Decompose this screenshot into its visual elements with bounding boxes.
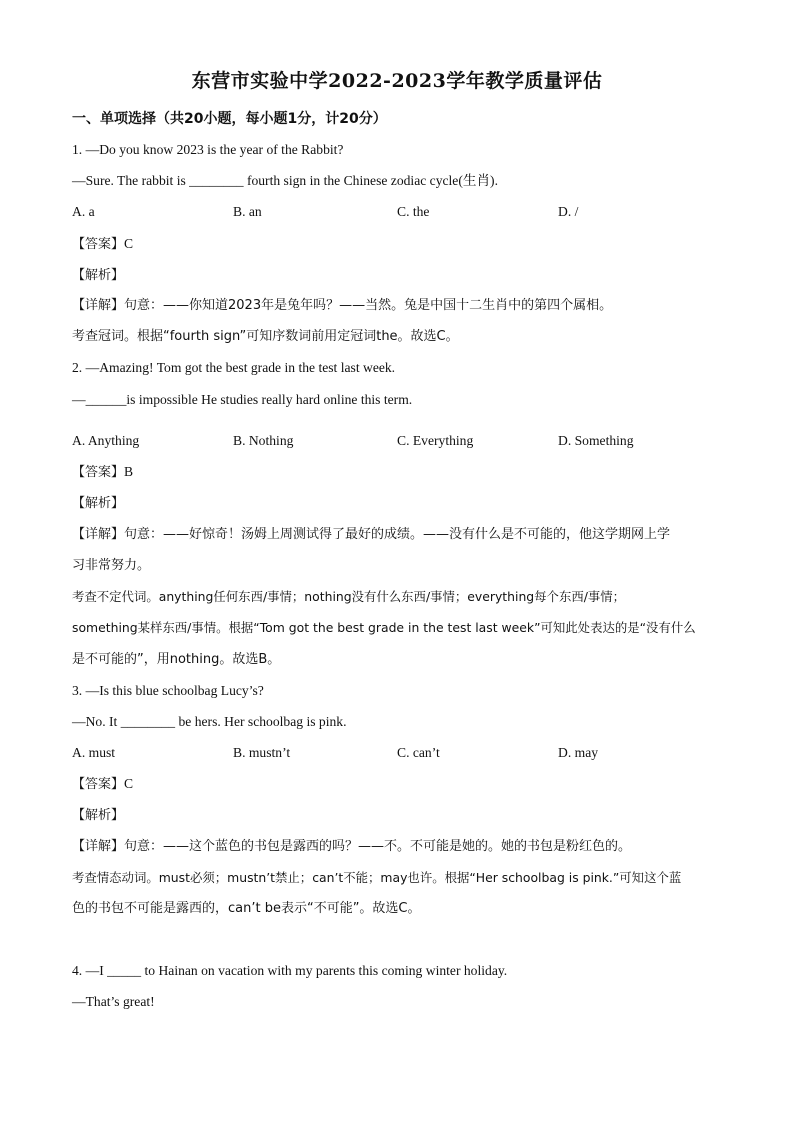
q1-option-d: D. / xyxy=(558,204,579,219)
q1-answer-row xyxy=(72,235,133,254)
q2-option-c: C. Everything xyxy=(397,433,474,448)
q2-explain-3: 是不可能的”，用nothing。故选B。 xyxy=(72,652,281,667)
q3-answer: C xyxy=(124,776,134,791)
analysis-label: 【解析】 xyxy=(72,496,125,511)
q3-response: —No. It ________ be hers. Her schoolbag is pink. xyxy=(72,714,347,729)
q3-option-d: D. may xyxy=(558,745,599,760)
q2-analysis-label xyxy=(72,494,124,513)
q3-option-a: A. must xyxy=(72,745,116,760)
q2-option-b: B. Nothing xyxy=(233,433,294,448)
section-heading: 一、单项选择（共20小题，每小题1分，计20分） xyxy=(72,111,387,127)
answer-label: 【答案】 xyxy=(72,777,125,792)
detail-label: 【详解】 xyxy=(72,298,125,313)
q1-option-a: A. a xyxy=(72,204,95,219)
q2-answer-row xyxy=(72,463,133,482)
q1-explain: 考查冠词。根据“fourth sign”可知序数词前用定冠词the。故选C。 xyxy=(72,329,459,344)
q3-question: 3. —Is this blue schoolbag Lucy’s? xyxy=(72,683,264,698)
q2-detail-row xyxy=(72,526,670,544)
q3-option-b: B. mustn’t xyxy=(233,745,291,760)
q1-detail: 句意：——你知道2023年是兔年吗？——当然。兔是中国十二生肖中的第四个属相。 xyxy=(124,298,613,313)
page-title: 东营市实验中学2022-2023学年教学质量评估 xyxy=(191,70,603,92)
q4-response: —That’s great! xyxy=(72,994,155,1009)
q1-detail-row xyxy=(72,297,612,315)
q3-explain-2: 色的书包不可能是露西的，can’t be表示“不可能”。故选C。 xyxy=(72,901,421,916)
q2-response: —______is impossible He studies really hard online this term. xyxy=(72,392,413,407)
detail-label: 【详解】 xyxy=(72,527,125,542)
q1-option-b: B. an xyxy=(233,204,262,219)
q2-detail-2: 习非常努力。 xyxy=(72,558,151,573)
q2-explain-2: something某样东西/事情。根据“Tom got the best grade in the test last week”可知此处表达的是“没有什么 xyxy=(72,620,696,635)
q3-detail-row xyxy=(72,838,631,856)
q2-detail-1: 句意：——好惊奇！汤姆上周测试得了最好的成绩。——没有什么是不可能的，他这学期网上学 xyxy=(124,527,671,542)
q1-answer: C xyxy=(124,236,134,251)
q2-question: 2. —Amazing! Tom got the best grade in the test last week. xyxy=(72,360,396,375)
detail-label: 【详解】 xyxy=(72,839,125,854)
q1-question: 1. —Do you know 2023 is the year of the Rabbit? xyxy=(72,142,344,157)
q3-answer-row xyxy=(72,775,133,794)
q1-analysis-label xyxy=(72,266,124,285)
q2-explain-1: 考查不定代词。anything任何东西/事情；nothing没有什么东西/事情；everything每个东西/事情； xyxy=(72,589,626,604)
q1-option-c: C. the xyxy=(397,204,430,219)
q3-analysis-label xyxy=(72,806,124,825)
answer-label: 【答案】 xyxy=(72,237,125,252)
analysis-label: 【解析】 xyxy=(72,268,125,283)
q4-question: 4. —I _____ to Hainan on vacation with my parents this coming winter holiday. xyxy=(72,963,508,978)
q3-explain-1: 考查情态动词。must必须；mustn’t禁止；can’t不能；may也许。根据“Her schoolbag is pink.”可知这个蓝 xyxy=(72,870,682,885)
analysis-label: 【解析】 xyxy=(72,808,125,823)
q3-detail: 句意：——这个蓝色的书包是露西的吗？——不。不可能是她的。她的书包是粉红色的。 xyxy=(124,839,632,854)
q3-option-c: C. can’t xyxy=(397,745,440,760)
q2-answer: B xyxy=(124,464,134,479)
answer-label: 【答案】 xyxy=(72,465,125,480)
q2-option-a: A. Anything xyxy=(72,433,140,448)
q1-response: —Sure. The rabbit is ________ fourth sign in the Chinese zodiac cycle(生肖). xyxy=(72,173,498,188)
q2-option-d: D. Something xyxy=(558,433,634,448)
